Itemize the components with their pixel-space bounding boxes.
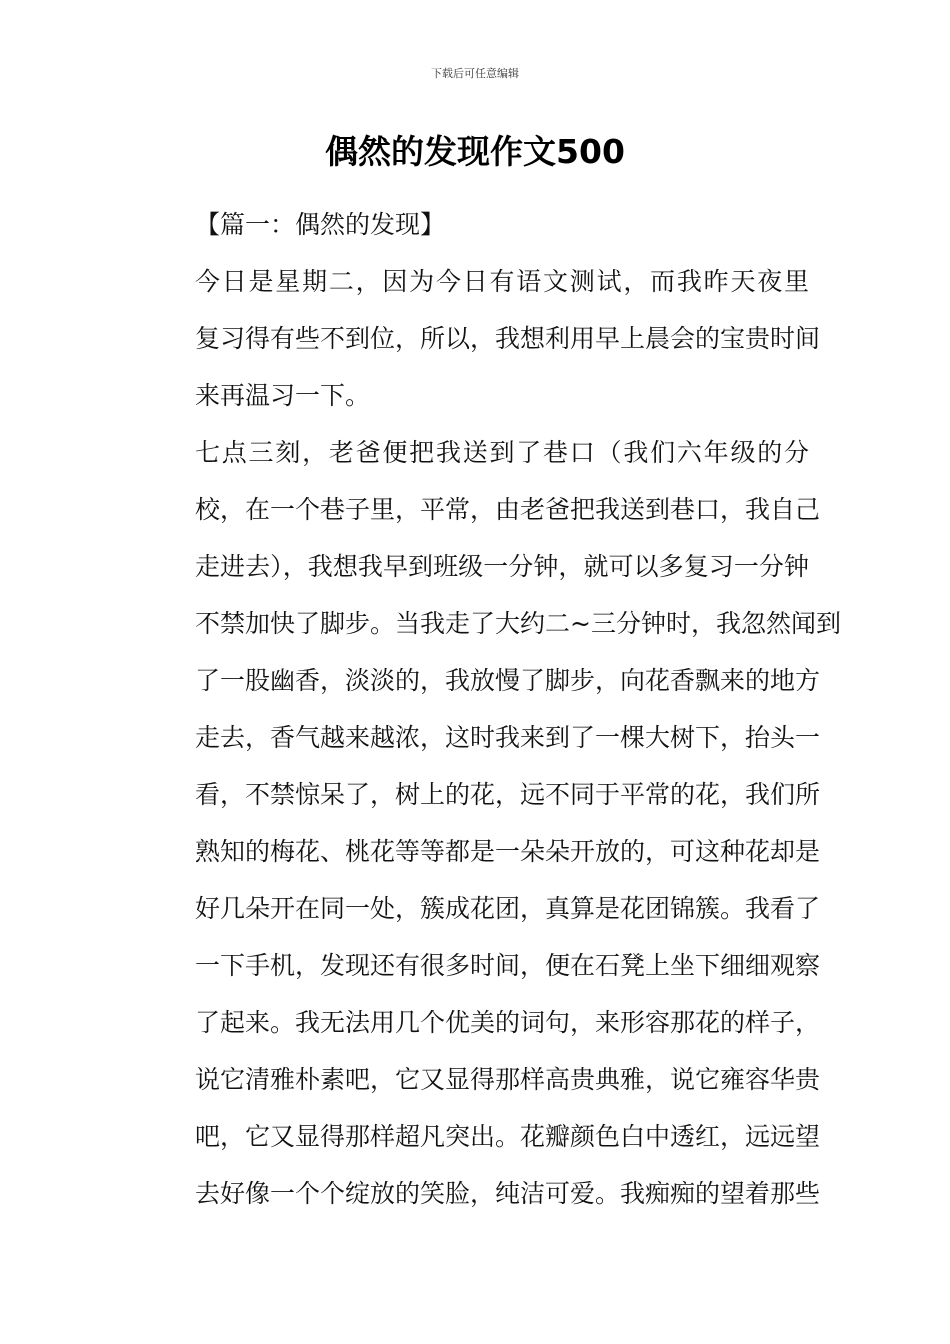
- text-line: 复习得有些不到位，所以，我想利用早上晨会的宝贵时间: [195, 324, 821, 353]
- text-line: 吧，它又显得那样超凡突出。花瓣颜色白中透红，远远望: [195, 1122, 821, 1151]
- text-line: 七点三刻，老爸便把我送到了巷口（我们六年级的分: [195, 438, 809, 467]
- text-line: 来再温习一下。: [195, 381, 371, 410]
- text-line: 好几朵开在同一处，簇成花团，真算是花团锦簇。我看了: [195, 894, 821, 923]
- paragraph-2: [145, 424, 841, 1222]
- text-line: 一下手机，发现还有很多时间，便在石凳上坐下细细观察: [195, 951, 821, 980]
- text-line: 说它清雅朴素吧，它又显得那样高贵典雅，说它雍容华贵: [195, 1065, 821, 1094]
- text-line: 走去，香气越来越浓，这时我来到了一棵大树下，抬头一: [195, 723, 821, 752]
- document-body: [145, 196, 841, 1222]
- text-line: 了起来。我无法用几个优美的词句，来形容那花的样子，: [195, 1008, 821, 1037]
- section-heading: 【篇一：偶然的发现】: [195, 210, 446, 239]
- text-line: 走进去），我想我早到班级一分钟，就可以多复习一分钟: [195, 552, 809, 581]
- text-line: 今日是星期二，因为今日有语文测试，而我昨天夜里: [195, 267, 809, 296]
- text-line: 校，在一个巷子里，平常，由老爸把我送到巷口，我自己: [195, 495, 821, 524]
- text-line: 看，不禁惊呆了，树上的花，远不同于平常的花，我们所: [195, 780, 821, 809]
- text-line: 熟知的梅花、桃花等等都是一朵朵开放的，可这种花却是: [195, 837, 821, 866]
- text-line: 去好像一个个绽放的笑脸，纯洁可爱。我痴痴的望着那些: [195, 1179, 821, 1208]
- text-line: 了一股幽香，淡淡的，我放慢了脚步，向花香飘来的地方: [195, 666, 821, 695]
- text-line: 不禁加快了脚步。当我走了大约二~三分钟时，我忽然闻到: [195, 609, 841, 638]
- page-header-note: 下载后可任意编辑: [431, 67, 519, 80]
- paragraph-1: [145, 253, 821, 424]
- document-title: 偶然的发现作文500: [325, 132, 625, 171]
